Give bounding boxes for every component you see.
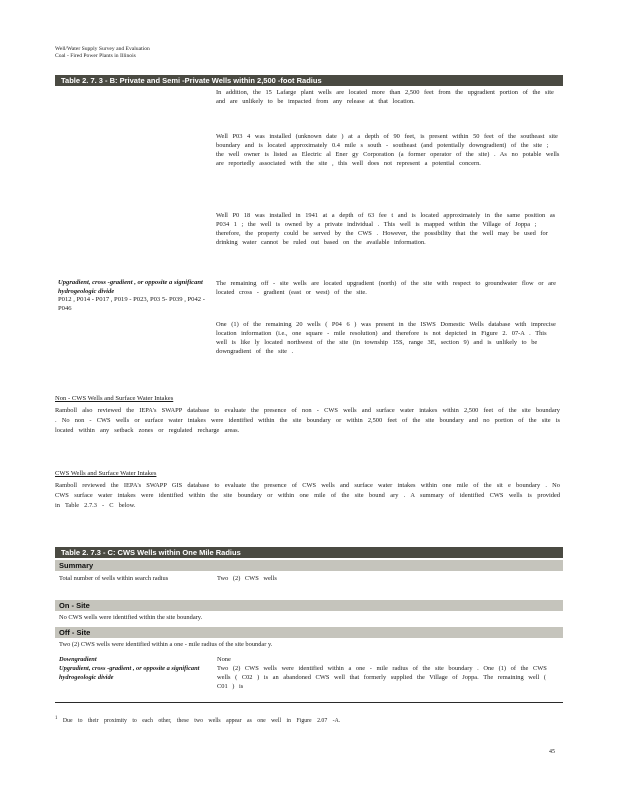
onsite-text: No CWS wells were identified within the site boundary.: [59, 614, 203, 621]
table-b-paragraph-3: Well P0 18 was installed in 1941 at a depth of 63 fee t and is located approximately in the same position as P034 1 ; the well is owned by a private individual . This well is mapped within the Village of Joppa ; therefore, the property could be served by the CWS . However, the possibility that the well may be used for drinking water cannot be ruled out based on the available information.: [216, 212, 556, 246]
cws-paragraph: Ramboll reviewed the IEPA's SWAPP GIS database to evaluate the presence of CWS wells and surface water intakes within one mile of the sit e boundary . No CWS surface water intakes were identified within the site boundary or within one mile of the site bound ary . A summary of identified CWS wells is provided in Table 2.7.3 - C below.: [55, 482, 560, 509]
upgradient-cross-label: Upgradient, cross -gradient , or opposite a significant hydrogeologic divide: [59, 665, 200, 681]
footnote-marker: 1: [55, 716, 58, 721]
footnote-text: Due to their proximity to each other, these two wells appear as one well in Figure 2.07 -A.: [62, 717, 341, 724]
non-cws-paragraph: Ramboll also reviewed the IEPA's SWAPP database to evaluate the presence of non - CWS wells and surface water intakes within 2,500 feet of the site boundary . No non - CWS wells or surface water intakes were identified within the site boundary or within 2,500 feet of the site boundary and no portion of the site is located within any setback zones or regulated recharge areas.: [55, 407, 560, 434]
upgradient-row: [55, 664, 563, 700]
search-radius-value: Two (2) CWS wells: [217, 575, 277, 582]
summary-bar: Summary: [55, 560, 563, 571]
table-b-paragraph-2: Well P03 4 was installed (unknown date ) at a depth of 90 feet, is present within 50 feet of the southeast site boundary and is located approximately 0.4 mile s south - southeast (and potentially downgradient) of the site ; the well owner is listed as Electric al Ener gy Corporation (a former operator of the site) . As no potable wells are reportedly associated with the site , this well does not represent a potential concern.: [216, 133, 560, 167]
footnote: [55, 716, 560, 724]
offsite-text: Two (2) CWS wells were identified within a one - mile radius of the site boundar y.: [59, 641, 273, 648]
page-number: 45: [549, 749, 555, 755]
table-b-paragraph-4: The remaining off - site wells are located upgradient (north) of the site with respect to groundwater flow or are located cross - gradient (east or west) of the site.: [216, 280, 556, 296]
header-line-2: Coal - Fired Power Plants in Illinois: [55, 53, 136, 59]
page-header: [55, 46, 255, 60]
table-bottom-rule: [55, 702, 563, 703]
upgradient-label: Upgradient, cross -gradient , or opposite a significant hydrogeologic divide: [58, 279, 203, 295]
header-line-1: Well/Water Supply Survey and Evaluation: [55, 46, 150, 52]
offsite-bar: Off - Site: [55, 627, 563, 638]
table-b-title: Table 2. 7. 3 - B: Private and Semi -Private Wells within 2,500 -foot Radius: [55, 75, 563, 86]
non-cws-heading: Non - CWS Wells and Surface Water Intakes: [55, 395, 174, 402]
downgradient-value: None: [217, 656, 231, 663]
table-c-title: Table 2. 7.3 - C: CWS Wells within One Mile Radius: [55, 547, 563, 558]
search-radius-label: Total number of wells within search radius: [59, 575, 169, 582]
onsite-bar: On - Site: [55, 600, 563, 611]
table-b-paragraph-1: In addition, the 15 Lafarge plant wells are located more than 2,500 feet from the upgradient portion of the site and are unlikely to be impacted from any release at that location.: [216, 89, 554, 105]
table-b-left-label: [58, 279, 208, 313]
cws-heading: CWS Wells and Surface Water Intakes: [55, 470, 157, 477]
table-b-paragraph-5: One (1) of the remaining 20 wells ( P04 6 ) was present in the ISWS Domestic Wells database with imprecise location information (i.e., one square - mile resolution) and therefore is not depicted in Figure 2. 07-A . This well is like ly located northwest of the site (in township 15S, range 3E, section 9) and is unlikely to be downgradient of the site .: [216, 321, 556, 355]
well-id-list: P012 , P014 - P017 , P019 - P023, P03 5- P039 , P042 - P046: [58, 296, 205, 312]
search-radius-row: [55, 574, 563, 594]
downgradient-label: Downgradient: [59, 656, 97, 663]
upgradient-cross-value: Two (2) CWS wells were identified within a one - mile radius of the site boundary . One (1) of the CWS wells ( C02 ) is an abandoned CWS well that formerly supplied the Village of Joppa. The remaining well ( C01 ) is: [217, 665, 547, 690]
